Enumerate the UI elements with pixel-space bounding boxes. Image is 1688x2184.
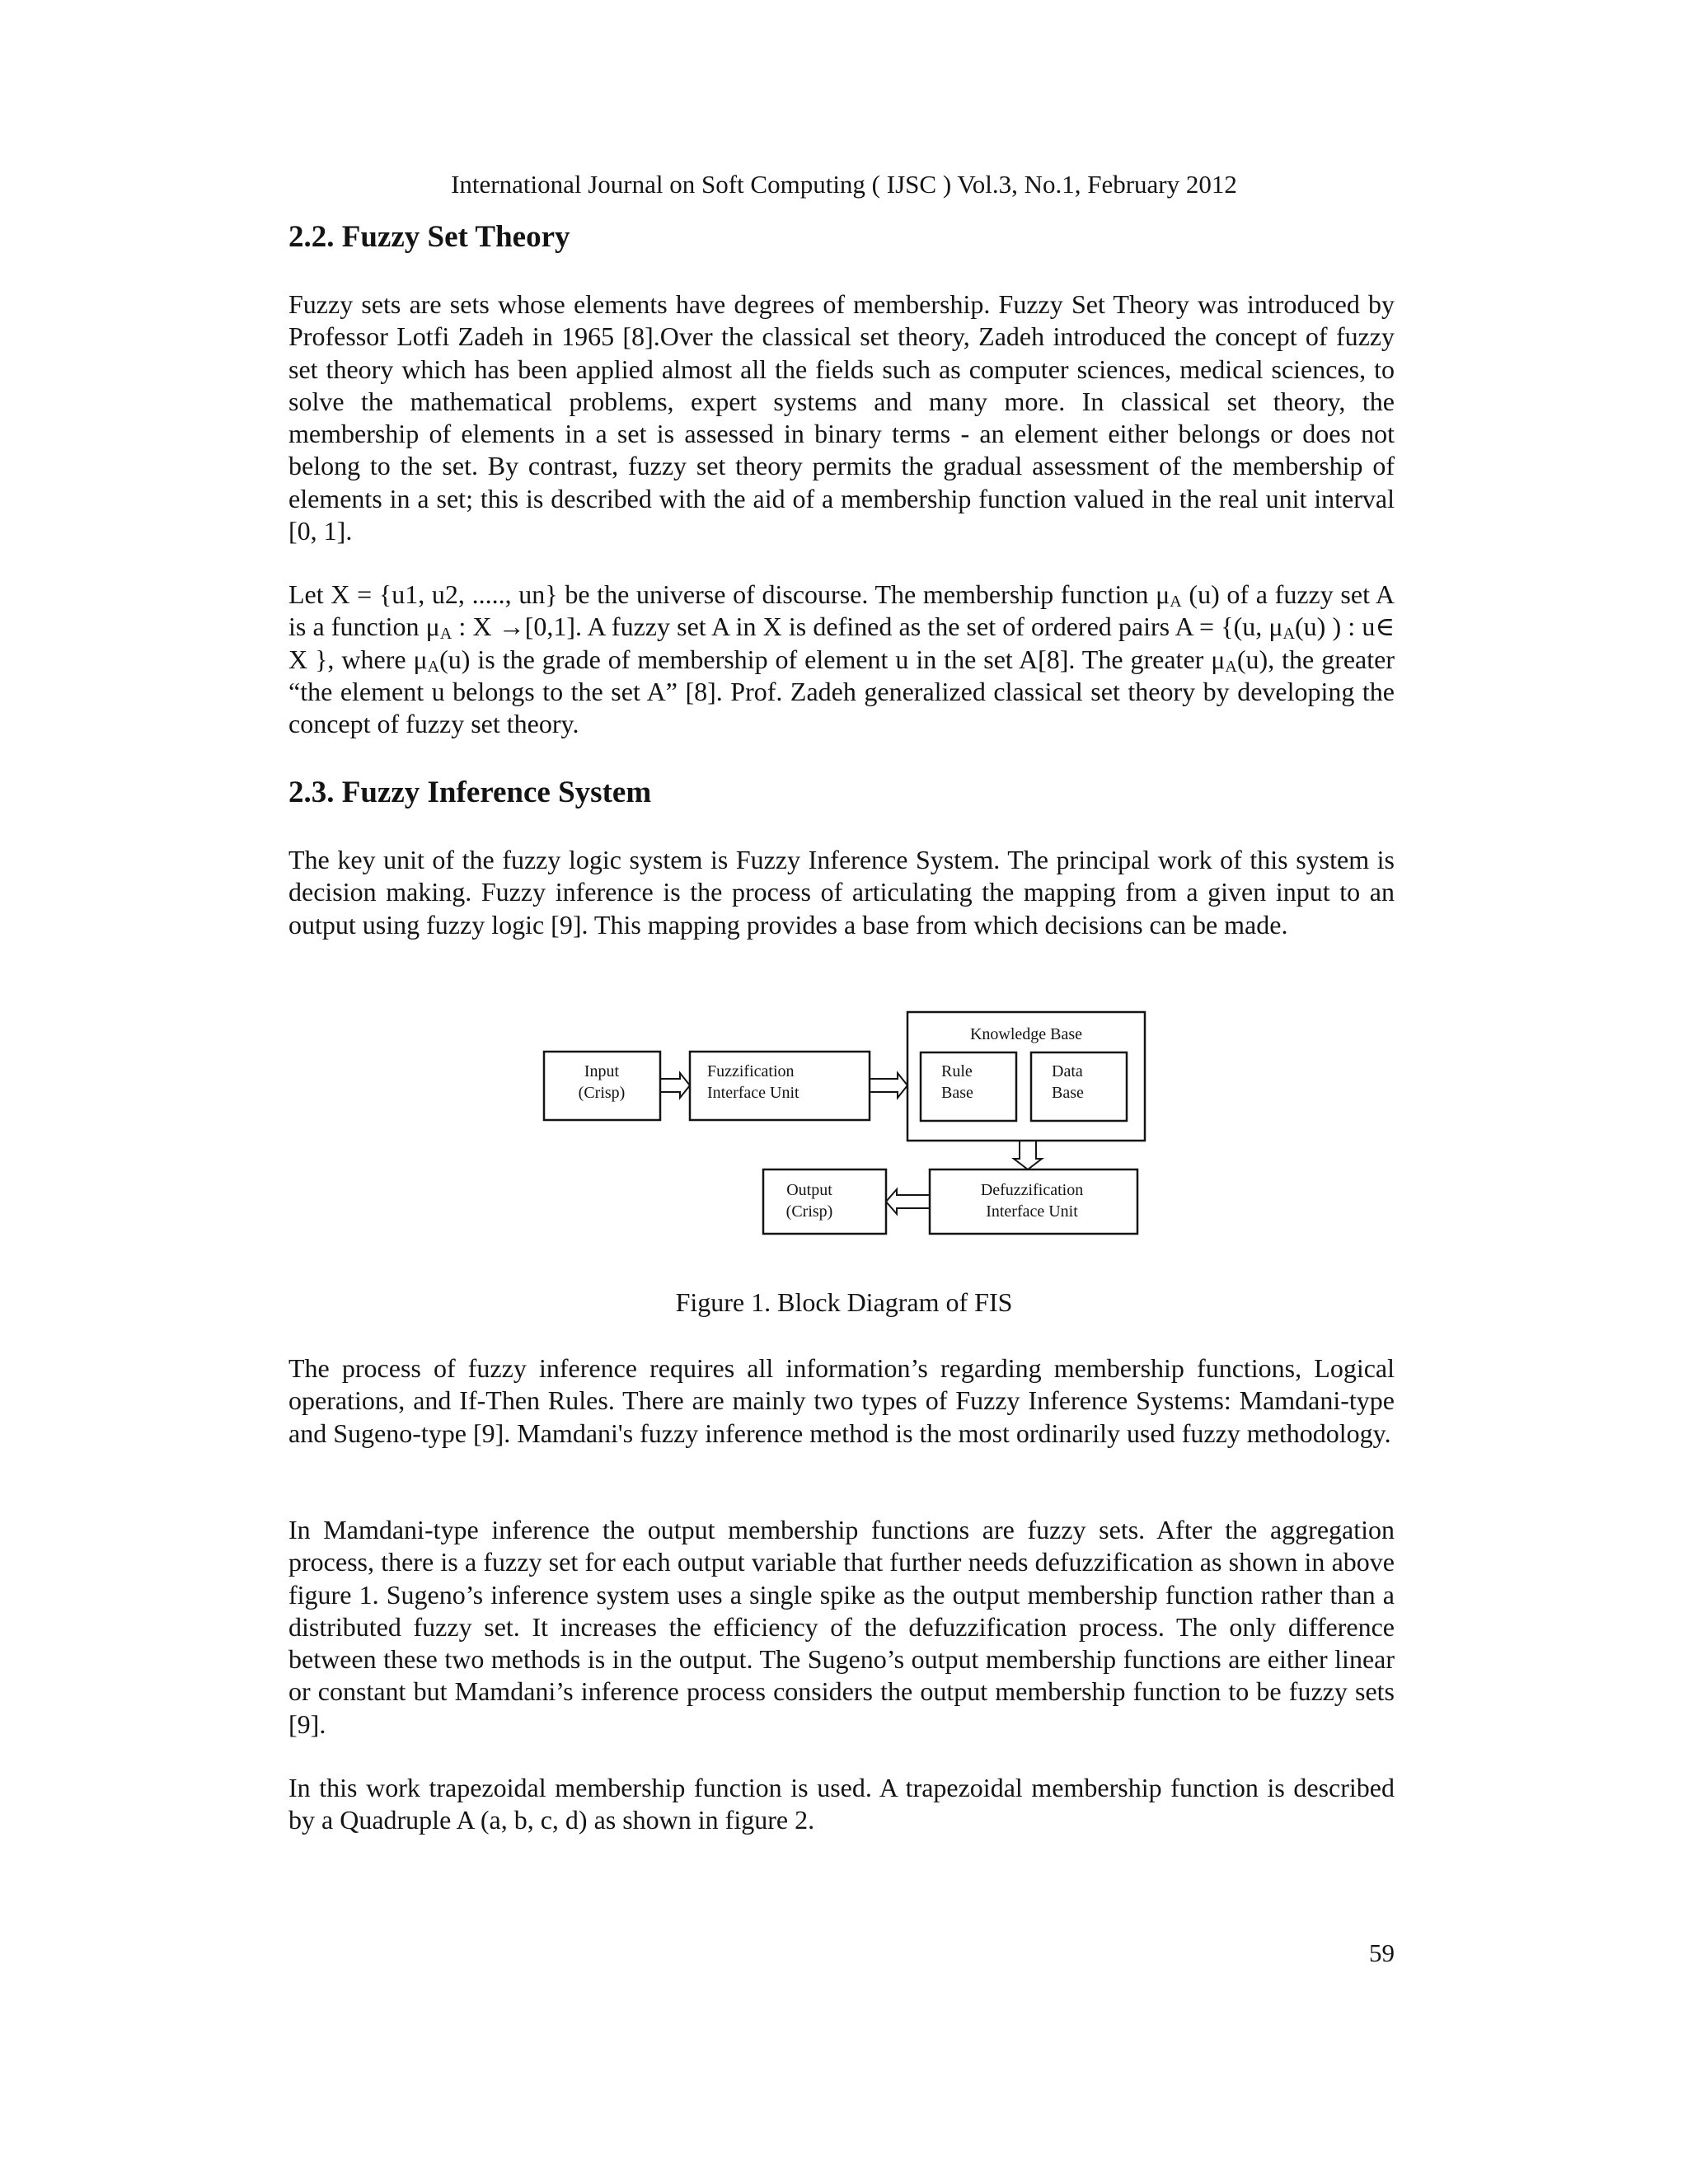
- mu-subscript-5: A: [1225, 657, 1237, 676]
- para2-text-2: (u) of a fuzzy set A is a function μ: [288, 579, 1395, 642]
- defuzz-label-2: Interface Unit: [986, 1202, 1078, 1221]
- data-label-1: Data: [1052, 1062, 1083, 1080]
- para2-text-3: : X →[0,1]. A fuzzy set A in X is defined as the set of ordered pairs A = {(u, μ: [452, 612, 1283, 642]
- fuzz-label-2: Interface Unit: [707, 1084, 799, 1102]
- rule-label-2: Base: [941, 1084, 973, 1102]
- output-label-2: (Crisp): [785, 1202, 833, 1221]
- section-2-3-para-4: In this work trapezoidal membership function is used. A trapezoidal membership function is described by a Quadruple A (a, b, c, d) as shown in figure 2.: [288, 1773, 1395, 1835]
- output-box: [763, 1169, 886, 1234]
- kb-title: Knowledge Base: [969, 1025, 1083, 1043]
- data-label-2: Base: [1052, 1084, 1084, 1102]
- input-label-1: Input: [584, 1062, 620, 1080]
- rule-label-1: Rule: [941, 1062, 973, 1080]
- section-2-3-para-2: The process of fuzzy inference requires all information’s regarding membership functions, Logical operations, and If-Then Rules. There are mainly two types of Fuzzy Inference Systems: Mamdani-type and Sugeno-type [9]. Mamdani's fuzzy inference method is the most ordinarily used fuzzy methodology.: [288, 1353, 1395, 1448]
- para2-text-6: (u), the greater “the element u belongs to the set A” [8]. Prof. Zadeh generalized classical set theory by developing the concept of fuzzy set theory.: [288, 644, 1395, 739]
- figure-1-caption: Figure 1. Block Diagram of FIS: [675, 1287, 1013, 1317]
- arrow-input-to-fuzzification: [660, 1073, 690, 1098]
- fuzz-label-1: Fuzzification: [707, 1062, 795, 1080]
- section-2-3-para-3-wrap: [288, 1514, 1395, 1741]
- defuzzification-box: [930, 1169, 1137, 1234]
- input-label-2: (Crisp): [578, 1084, 626, 1102]
- section-2-2-heading: 2.2. Fuzzy Set Theory: [288, 220, 570, 254]
- mu-subscript-3: A: [1282, 625, 1295, 644]
- section-2-2-para-1: Fuzzy sets are sets whose elements have degrees of membership. Fuzzy Set Theory was introduced by Professor Lotfi Zadeh in 1965 [8].Over the classical set theory, Zadeh introduced the concept of fuzzy set theory which has been applied almost all the fields such as computer sciences, medical sciences, to solve the mathematical problems, expert systems and many more. In classical set theory, the membership of elements in a set is assessed in binary terms - an element either belongs or does not belong to the set. By contrast, fuzzy set theory permits the gradual assessment of the membership of elements in a set; this is described with the aid of a membership function valued in the real unit interval [0, 1].: [288, 289, 1395, 546]
- mu-subscript-2: A: [439, 625, 452, 644]
- output-label-1: Output: [786, 1181, 832, 1199]
- section-2-3-para-3: In Mamdani-type inference the output membership functions are fuzzy sets. After the aggregation process, there is a fuzzy set for each output variable that further needs defuzzification as shown in above figure 1. Sugeno’s inference system uses a single spike as the output membership function rather than a distributed fuzzy set. It increases the efficiency of the defuzzification process. The only difference between these two methods is in the output. The Sugeno’s output membership functions are either linear or constant but Mamdani’s inference process considers the output membership function to be fuzzy sets [9].: [288, 1515, 1395, 1739]
- mu-subscript-4: A: [427, 657, 440, 676]
- mu-subscript-1: A: [1170, 593, 1182, 611]
- section-2-3-heading: 2.3. Fuzzy Inference System: [288, 776, 652, 809]
- para2-text-1: Let X = {u1, u2, ....., un} be the universe of discourse. The membership function μ: [288, 579, 1170, 609]
- defuzz-label-1: Defuzzification: [980, 1181, 1084, 1199]
- arrow-knowledge-to-defuzzification: [1014, 1141, 1042, 1169]
- section-2-3-para-2-wrap: [288, 1352, 1395, 1450]
- arrow-defuzzification-to-output: [886, 1189, 930, 1214]
- section-2-3-para-1: The key unit of the fuzzy logic system is Fuzzy Inference System. The principal work of this system is decision making. Fuzzy inference is the process of articulating the mapping from a given input to an output using fuzzy logic [9]. This mapping provides a base from which decisions can be made.: [288, 845, 1395, 940]
- para2-text-4: (u) ) : u∈ X }, where μ: [288, 612, 1395, 674]
- para2-text-5: (u) is the grade of membership of element u in the set A[8]. The greater μ: [439, 644, 1226, 674]
- running-header: International Journal on Soft Computing ( IJSC ) Vol.3, No.1, February 2012: [451, 170, 1237, 199]
- section-2-3-para-4-wrap: [288, 1772, 1395, 1837]
- page-number: 59: [1369, 1938, 1395, 1967]
- arrow-fuzzification-to-knowledge: [870, 1073, 907, 1098]
